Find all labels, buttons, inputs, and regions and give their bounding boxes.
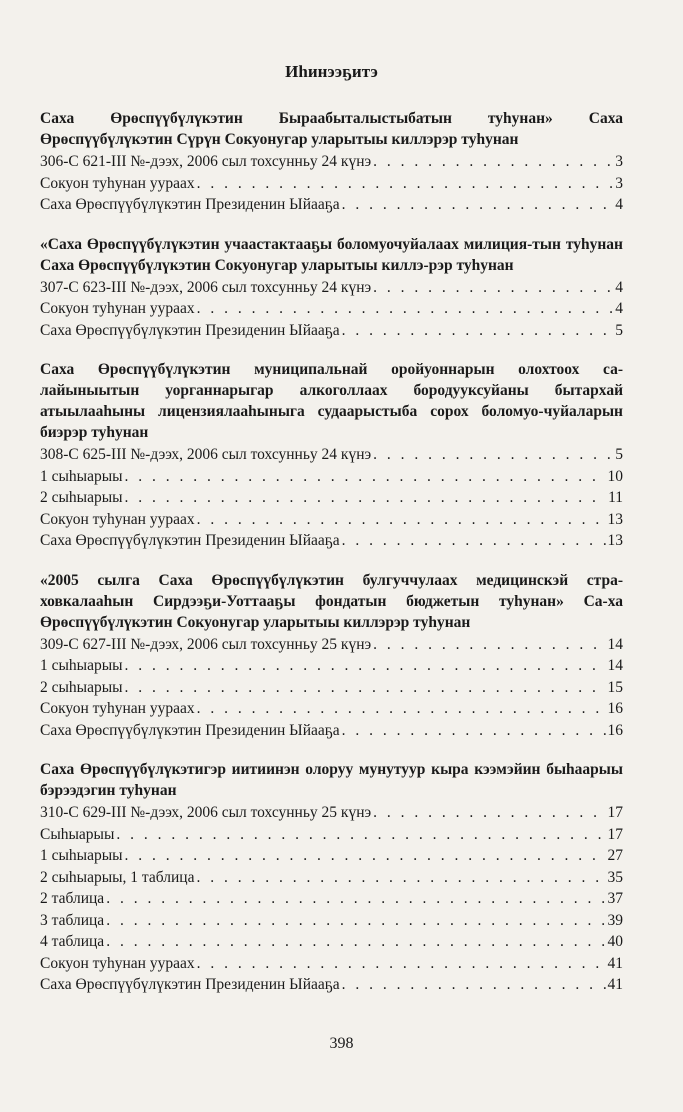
toc-entry	[40, 320, 623, 342]
dot-leader	[125, 677, 606, 699]
toc-entry	[40, 802, 623, 824]
dot-leader	[125, 655, 606, 677]
entry-page-number: 35	[607, 868, 623, 886]
toc-entry	[40, 277, 623, 299]
entry-label: Сыһыарыы	[40, 825, 115, 843]
toc-section	[40, 570, 623, 742]
entry-label: 309-С 627-III №-дээх, 2006 сыл тохсунньу 25 күнэ	[40, 635, 372, 653]
entry-label: 2 сыһыарыы	[40, 489, 123, 506]
entry-label: Саха Өрөспүүбүлүкэтин Президенин Ыйааҕа	[40, 721, 340, 739]
entry-page-number: 27	[607, 847, 623, 864]
dot-leader	[373, 802, 605, 824]
dot-leader	[106, 888, 605, 910]
toc-entry	[40, 530, 623, 552]
entry-label: 2 сыһыарыы	[40, 678, 123, 696]
entry-label: Сокуон туһунан уураах	[40, 510, 195, 528]
toc-entry	[40, 824, 623, 846]
dot-leader	[125, 845, 606, 867]
toc-entry	[40, 677, 623, 699]
entry-label: Сокуон туһунан уураах	[40, 174, 195, 192]
entry-page-number: 4	[615, 278, 623, 296]
toc-entry	[40, 487, 623, 509]
dot-leader	[197, 298, 614, 320]
dot-leader	[197, 698, 606, 720]
toc-entry	[40, 720, 623, 742]
dot-leader	[106, 931, 605, 953]
section-title: «Саха Өрөспүүбүлүкэтин учаастактааҕы боломуочуйалаах милиция-тын туһунан Саха Өрөспүүбүлүкэтин Сокуонугар уларытыы киллэ-рэр туһунан	[40, 235, 623, 274]
entry-label: Сокуон туһунан уураах	[40, 700, 195, 717]
entry-page-number: 14	[607, 635, 623, 653]
toc-section	[40, 234, 623, 342]
toc-entry	[40, 931, 623, 953]
toc-entry	[40, 173, 623, 195]
toc-entry	[40, 867, 623, 889]
toc-entry	[40, 194, 623, 216]
dot-leader	[197, 509, 606, 531]
section-title: Саха Өрөспүүбүлүкэтигэр иитиинэн олоруу мунутуур кыра кээмэйин быһаарыы бэрээдэгин туһунан	[40, 761, 623, 799]
entry-page-number: 11	[608, 489, 623, 506]
entry-page-number: 17	[607, 825, 623, 843]
entry-label: 310-С 629-III №-дээх, 2006 сыл тохсунньу 25 күнэ	[40, 804, 372, 821]
toc-entry	[40, 888, 623, 910]
entry-page-number: 17	[607, 804, 623, 821]
entry-page-number: 13	[607, 532, 623, 549]
entry-label: 307-С 623-III №-дээх, 2006 сыл тохсунньу 24 күнэ	[40, 278, 372, 296]
entry-label: 1 сыһыарыы	[40, 467, 123, 485]
page-title: Иһинээҕитэ	[285, 62, 378, 81]
toc-entry	[40, 466, 623, 488]
entry-page-number: 41	[607, 976, 623, 993]
toc-section	[40, 359, 623, 552]
entry-page-number: 15	[607, 678, 623, 696]
entry-page-number: 39	[607, 911, 623, 929]
toc-entry	[40, 298, 623, 320]
entry-page-number: 40	[607, 933, 623, 950]
toc-section	[40, 108, 623, 216]
toc-entry	[40, 910, 623, 932]
dot-leader	[342, 530, 606, 552]
dot-leader	[342, 320, 614, 342]
section-title: Саха Өрөспүүбүлүкэтин муниципальнай оройуоннарын олохтоох са-лайыныытын уорганнарыгар алкоголлаах бородууксуйаны бытархай атыылааһыны лицензиялааһыныгa судаарыстыба сорох боломуо-чуйаларын биэрэр туһунан	[40, 361, 623, 441]
dot-leader	[197, 173, 614, 195]
table-of-contents	[40, 108, 623, 996]
toc-entry	[40, 444, 623, 466]
entry-label: 3 таблица	[40, 911, 105, 929]
dot-leader	[373, 444, 613, 466]
entry-label: Саха Өрөспүүбүлүкэтин Президенин Ыйааҕа	[40, 532, 340, 549]
entry-page-number: 16	[607, 700, 623, 717]
dot-leader	[196, 867, 605, 889]
toc-entry	[40, 698, 623, 720]
entry-label: Сокуон туһунан уураах	[40, 300, 195, 317]
toc-entry	[40, 634, 623, 656]
toc-entry	[40, 509, 623, 531]
dot-leader	[197, 953, 606, 975]
entry-label: Саха Өрөспүүбүлүкэтин Президенин Ыйааҕа	[40, 321, 340, 339]
entry-label: Саха Өрөспүүбүлүкэтин Президенин Ыйааҕа	[40, 976, 340, 993]
entry-label: 1 сыһыарыы	[40, 657, 123, 674]
entry-page-number: 4	[615, 300, 623, 317]
toc-section	[40, 759, 623, 996]
dot-leader	[125, 487, 607, 509]
entry-page-number: 10	[607, 467, 623, 485]
entry-label: 2 таблица	[40, 890, 105, 907]
entry-label: 2 сыһыарыы, 1 таблица	[40, 868, 195, 886]
section-title: Саха Өрөспүүбүлүкэтин Быраабыталыстыбатын туһунан» Саха Өрөспүүбүлүкэтин Сүрүн Сокуонугар уларытыы киллэрэр туһунан	[40, 110, 623, 148]
page-number: 398	[329, 1035, 354, 1052]
dot-leader	[373, 151, 613, 173]
dot-leader	[342, 720, 606, 742]
dot-leader	[373, 634, 605, 656]
entry-label: 1 сыһыарыы	[40, 847, 123, 864]
entry-label: 306-С 621-III №-дээх, 2006 сыл тохсунньу 24 күнэ	[40, 153, 372, 170]
dot-leader	[116, 824, 605, 846]
toc-entry	[40, 953, 623, 975]
section-title: «2005 сылга Саха Өрөспүүбүлүкэтин булгуччулаах медицинскэй стра-ховкалааһын Сирдээҕи-Уоттааҕы фондатын бюджетын туһунан» Са-ха Өрөспүүбүлүкэтин Сокуонугар уларытыы киллэрэр туһунан	[40, 571, 623, 631]
entry-page-number: 5	[615, 321, 623, 339]
entry-label: 4 таблица	[40, 933, 105, 950]
entry-page-number: 14	[607, 657, 623, 674]
entry-label: Сокуон туһунан уураах	[40, 954, 195, 972]
entry-page-number: 13	[607, 510, 623, 528]
entry-page-number: 4	[615, 196, 623, 213]
toc-entry	[40, 655, 623, 677]
entry-page-number: 5	[615, 446, 623, 463]
entry-page-number: 3	[615, 174, 623, 192]
entry-page-number: 37	[607, 890, 623, 907]
dot-leader	[342, 194, 614, 216]
dot-leader	[125, 466, 606, 488]
entry-label: Саха Өрөспүүбүлүкэтин Президенин Ыйааҕа	[40, 196, 340, 213]
dot-leader	[373, 277, 613, 299]
entry-page-number: 3	[615, 153, 623, 170]
toc-entry	[40, 845, 623, 867]
dot-leader	[342, 974, 606, 996]
entry-label: 308-С 625-III №-дээх, 2006 сыл тохсунньу 24 күнэ	[40, 446, 372, 463]
entry-page-number: 16	[607, 721, 623, 739]
dot-leader	[106, 910, 605, 932]
toc-entry	[40, 974, 623, 996]
entry-page-number: 41	[607, 954, 623, 972]
toc-entry	[40, 151, 623, 173]
